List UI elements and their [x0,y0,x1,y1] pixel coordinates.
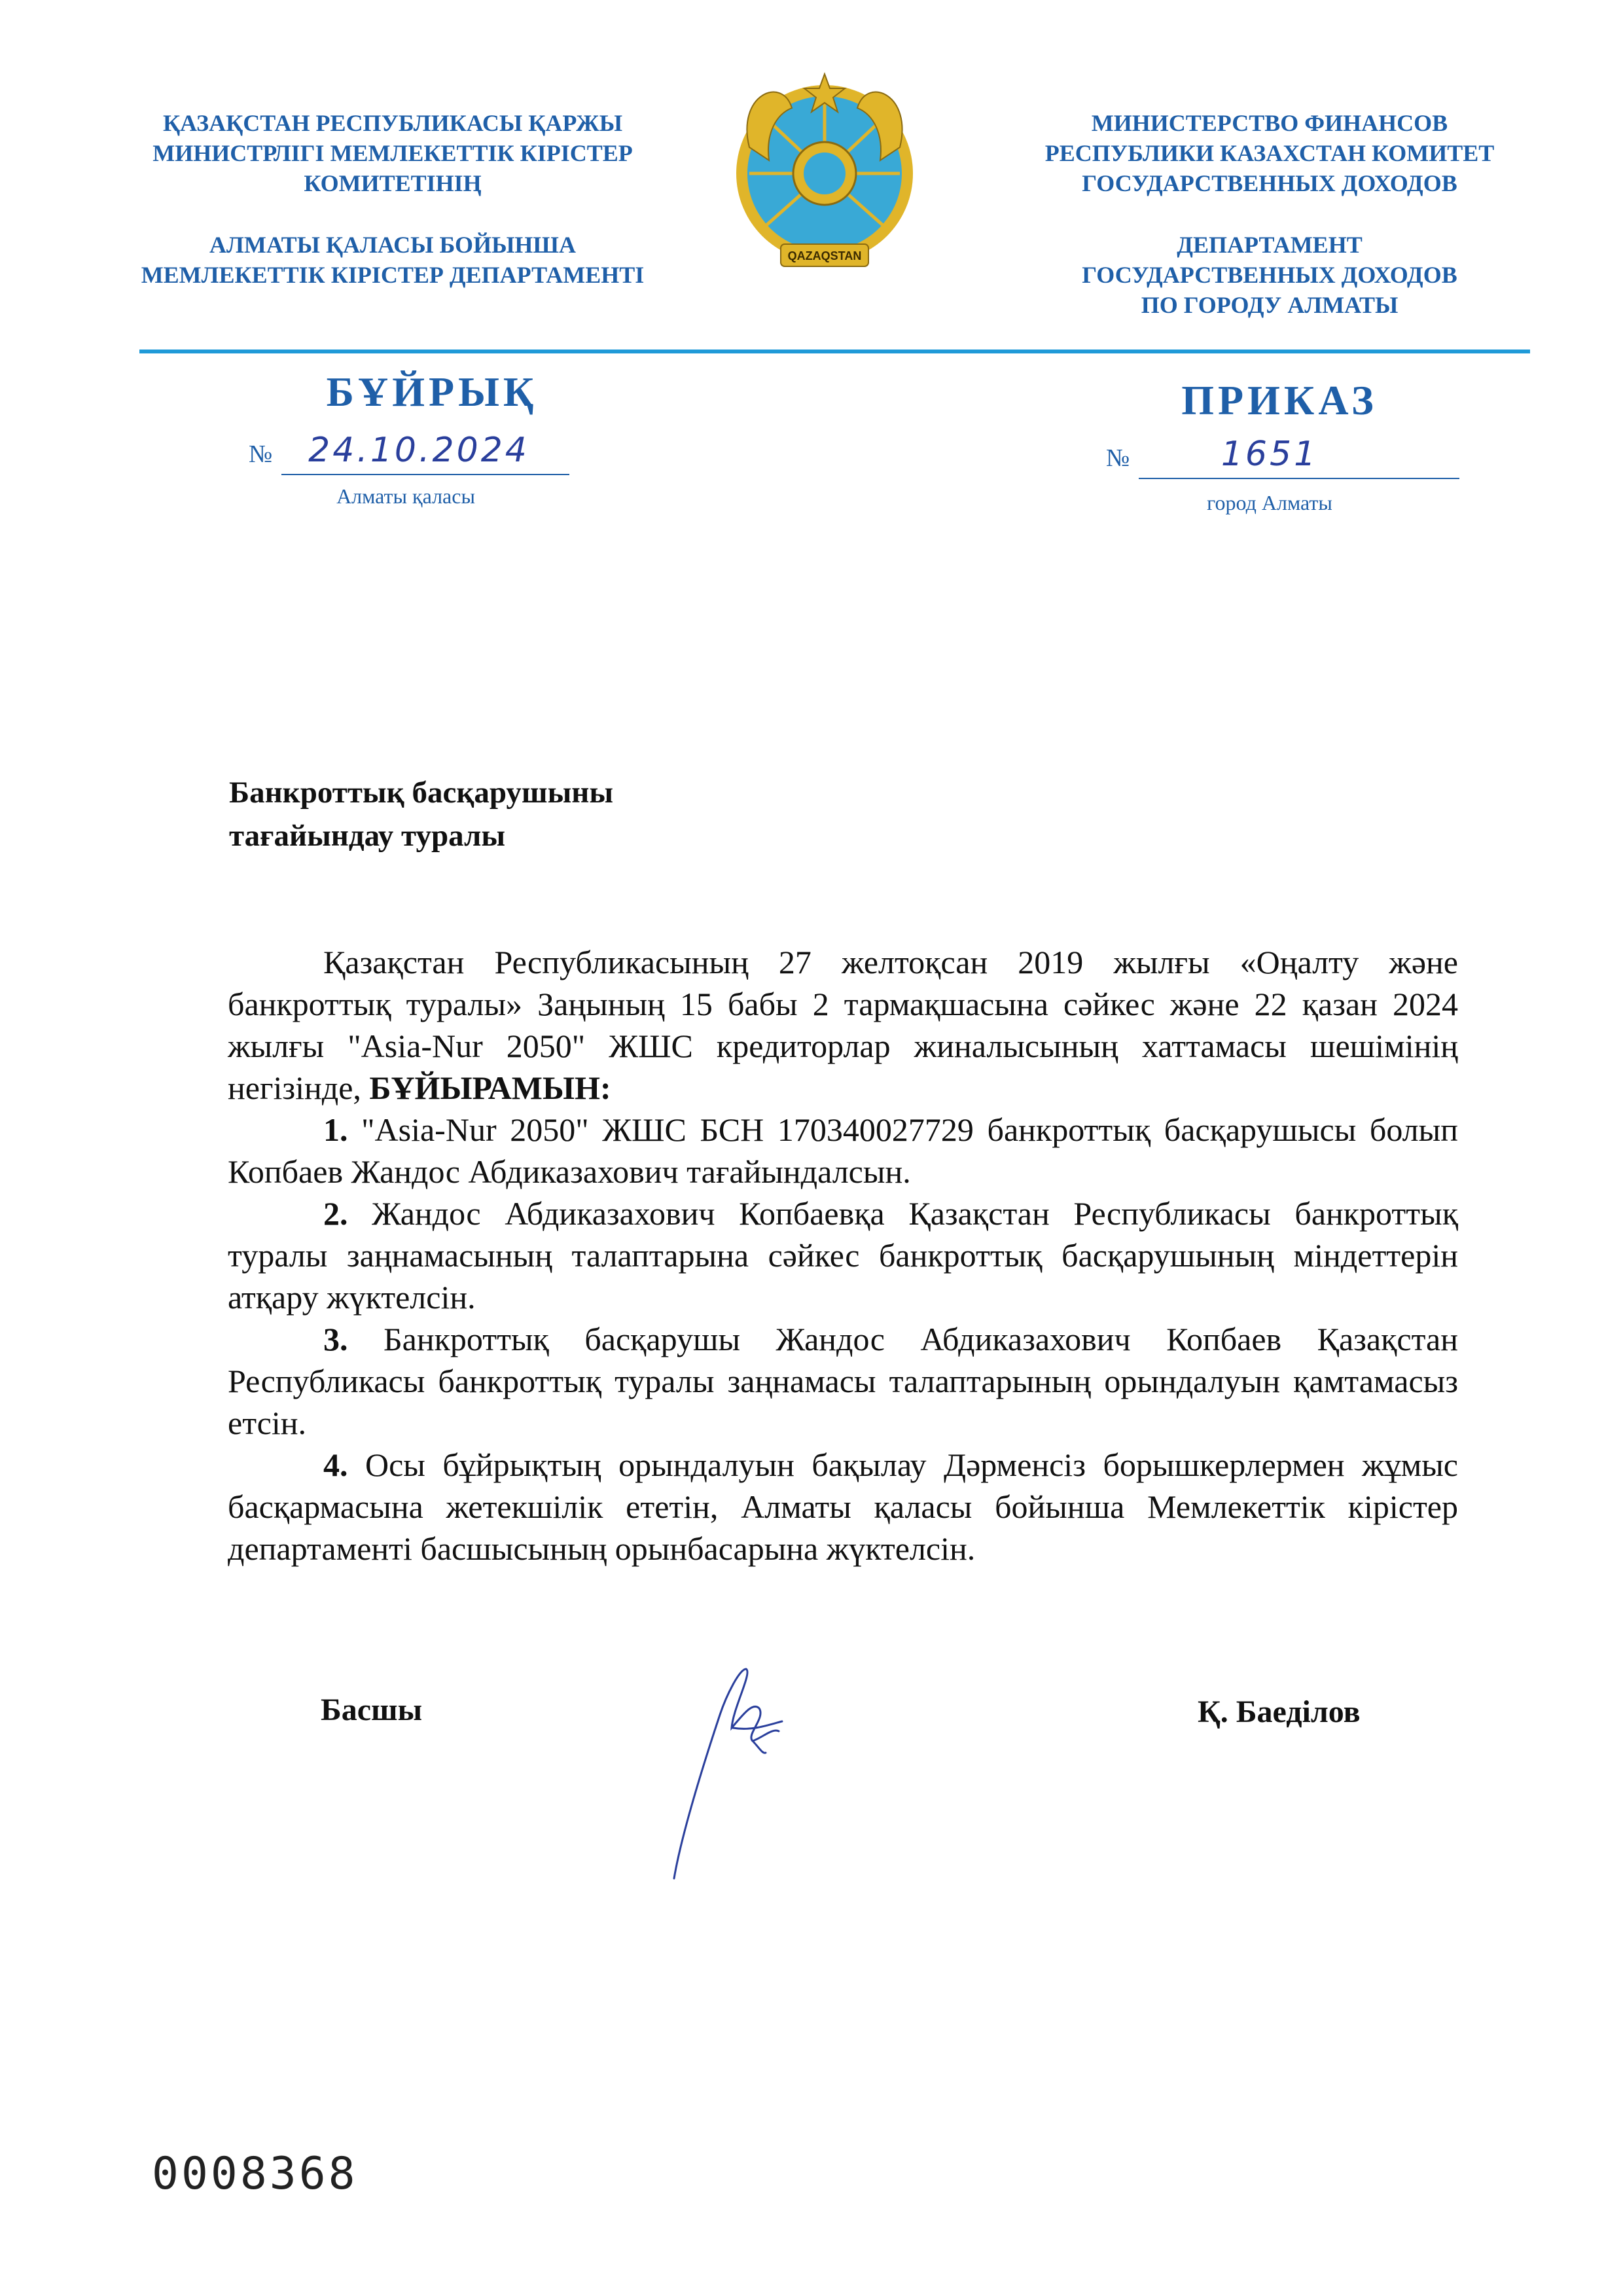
item-text: Осы бұйрықтың орындалуын бақылау Дәрменсіз борышкерлермен жұмыс басқармасына жетекшілік ететін, Алматы қаласы бойынша Мемлекеттік кірістер департаменті басшысының орынбасарына жүктелсін. [228,1446,1458,1567]
city-ru: город Алматы [1207,491,1332,514]
subject-line: Банкроттық басқарушыны [229,776,614,810]
item-number: 4. [323,1446,348,1483]
handwritten-number: 1651 [1221,435,1319,474]
intro-text: Қазақстан Республикасының 27 желтоқсан 2019 жылғы «Оңалту және банкроттық туралы» Заңының 15 бабы 2 тармақшасына сәйкес және 22 қазан 2024 жылғы "Asia-Nur 2050" ЖШС кредиторлар жиналысының хаттамасы шешімінің негізінде, [228,944,1458,1106]
body-item [228,1318,1458,1444]
header-ru-line: МИНИСТЕРСТВО ФИНАНСОВ [1091,110,1448,136]
document-body [228,941,1458,1570]
city-kz: Алматы қаласы [336,484,475,508]
header-ru [1008,108,1531,320]
item-number: 1. [323,1111,348,1148]
item-text: Жандос Абдиказахович Копбаевқа Қазақстан Республикасы банкроттық туралы заңнамасының талаптарына сәйкес банкроттық басқарушының міндеттерін атқару жүктелсін. [228,1195,1458,1316]
header-divider [139,350,1530,353]
header-ru-line: РЕСПУБЛИКИ КАЗАХСТАН КОМИТЕТ [1044,140,1495,166]
header-kz-line: АЛМАТЫ ҚАЛАСЫ БОЙЫНША [209,232,576,258]
handwritten-signature [654,1656,838,1892]
number-underline [281,474,569,475]
body-item [228,1193,1458,1318]
header-kz-line: КОМИТЕТІНІҢ [304,170,482,196]
command-word: БҰЙЫРАМЫН: [369,1069,611,1106]
item-text: Банкроттық басқарушы Жандос Абдиказахович Копбаев Қазақстан Республикасы банкроттық туралы заңнамасы талаптарының орындалуын қамтамасыз етсін. [228,1321,1458,1441]
order-title-kz: БҰЙРЫҚ [326,368,538,415]
number-symbol: № [1106,444,1130,472]
subject-line: тағайындау туралы [229,819,506,853]
header-kz-line: ҚАЗАҚСТАН РЕСПУБЛИКАСЫ ҚАРЖЫ [162,110,623,136]
item-number: 2. [323,1195,348,1232]
item-text: "Asia-Nur 2050" ЖШС БСН 170340027729 банкроттық басқарушысы болып Копбаев Жандос Абдиказахович тағайындалсын. [228,1111,1458,1190]
number-underline [1139,478,1459,479]
header-ru-line: ГОСУДАРСТВЕННЫХ ДОХОДОВ [1082,170,1457,196]
body-item [228,1444,1458,1570]
header-kz-line: МЕМЛЕКЕТТІК КІРІСТЕР ДЕПАРТАМЕНТІ [141,262,645,288]
number-symbol: № [249,440,273,468]
serial-number: 0008368 [152,2148,358,2200]
body-paragraph [228,941,1458,1109]
header-ru-line: ДЕПАРТАМЕНТ [1177,232,1363,258]
header-ru-line: ПО ГОРОДУ АЛМАТЫ [1141,292,1399,318]
order-number-kz [249,431,569,475]
order-title-ru: ПРИКАЗ [1181,377,1378,423]
emblem-text: QAZAQSTAN [787,249,862,262]
document-subject [229,771,613,857]
signatory-name: Қ. Баеділов [1198,1695,1361,1729]
signatory-role: Басшы [321,1693,423,1727]
order-number-ru [1106,435,1427,479]
kazakhstan-state-emblem-icon [730,69,919,291]
body-item [228,1109,1458,1193]
header-kz [131,108,654,290]
item-number: 3. [323,1321,348,1357]
header-kz-line: МИНИСТРЛІГІ МЕМЛЕКЕТТІК КІРІСТЕР [152,140,633,166]
header-ru-line: ГОСУДАРСТВЕННЫХ ДОХОДОВ [1082,262,1457,288]
handwritten-date: 24.10.2024 [308,431,529,470]
